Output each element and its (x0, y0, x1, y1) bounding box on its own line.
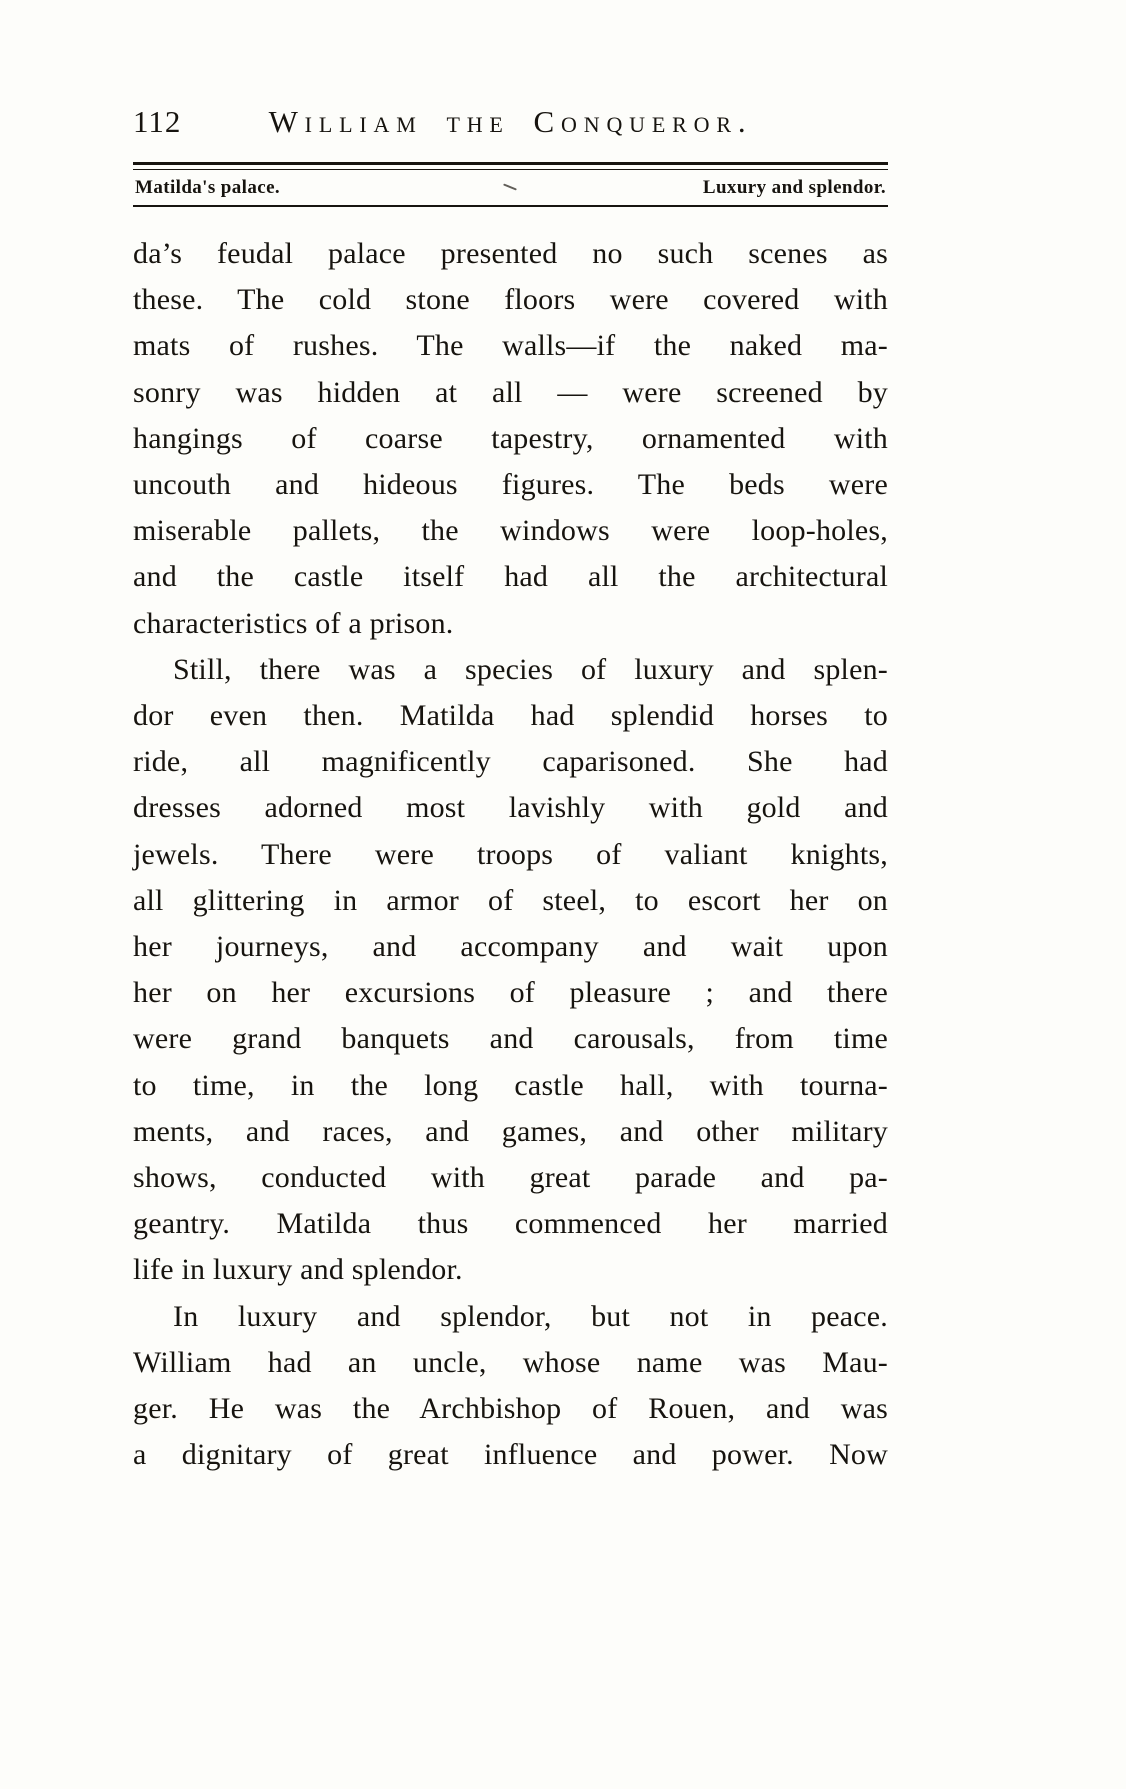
text-line: to time, in the long castle hall, with tourna- (133, 1068, 888, 1102)
text-line: were grand banquets and carousals, from time (133, 1022, 888, 1056)
text-line: her journeys, and accompany and wait upon (133, 930, 888, 964)
running-head-right: Luxury and splendor. (702, 177, 886, 198)
text-line: da’s feudal palace presented no such scenes as (133, 237, 888, 270)
text-line: mats of rushes. The walls—if the naked ma- (133, 329, 888, 363)
running-heads (133, 170, 888, 205)
text-line: and the castle itself had all the architectural (133, 560, 888, 594)
title-row (133, 104, 888, 148)
text-line: a dignitary of great influence and power. Now (133, 1438, 888, 1472)
text-line: shows, conducted with great parade and pa- (133, 1161, 888, 1195)
text-line: Still, there was a species of luxury and splen- (173, 652, 888, 686)
running-title: William the Conqueror. (268, 104, 753, 139)
text-line: sonry was hidden at all — were screened by (133, 375, 888, 409)
page-number: 112 (133, 104, 182, 139)
text-line: William had an uncle, whose name was Mau- (133, 1345, 888, 1379)
ink-smudge-mark (503, 183, 517, 190)
text-line: ger. He was the Archbishop of Rouen, and was (133, 1392, 888, 1426)
text-line: life in luxury and splendor. (133, 1253, 463, 1287)
text-line: dor even then. Matilda had splendid horses to (133, 699, 888, 733)
paragraph-palace-continuation (133, 231, 888, 647)
paragraph-luxury-splendor (133, 647, 888, 1294)
text-line: these. The cold stone floors were covered with (133, 283, 888, 317)
header-rule-bottom (133, 205, 888, 207)
text-line: miserable pallets, the windows were loop-holes, (133, 514, 888, 548)
text-line: jewels. There were troops of valiant knights, (133, 837, 888, 871)
page-header (133, 104, 888, 207)
text-line: her on her excursions of pleasure ; and there (133, 976, 888, 1010)
text-line: all glittering in armor of steel, to escort her on (133, 883, 888, 917)
header-rule-top (133, 162, 888, 170)
text-line: In luxury and splendor, but not in peace. (173, 1299, 888, 1333)
text-line: geantry. Matilda thus commenced her married (133, 1207, 888, 1241)
text-line: dresses adorned most lavishly with gold and (133, 791, 888, 825)
text-line: ments, and races, and games, and other military (133, 1114, 888, 1148)
body-text (133, 231, 888, 1478)
text-line: characteristics of a prison. (133, 606, 454, 640)
paragraph-mauger (133, 1294, 888, 1479)
text-line: uncouth and hideous figures. The beds were (133, 468, 888, 502)
running-head-left: Matilda's palace. (135, 177, 281, 198)
text-line: ride, all magnificently caparisoned. She had (133, 745, 888, 779)
text-line: hangings of coarse tapestry, ornamented with (133, 421, 888, 455)
